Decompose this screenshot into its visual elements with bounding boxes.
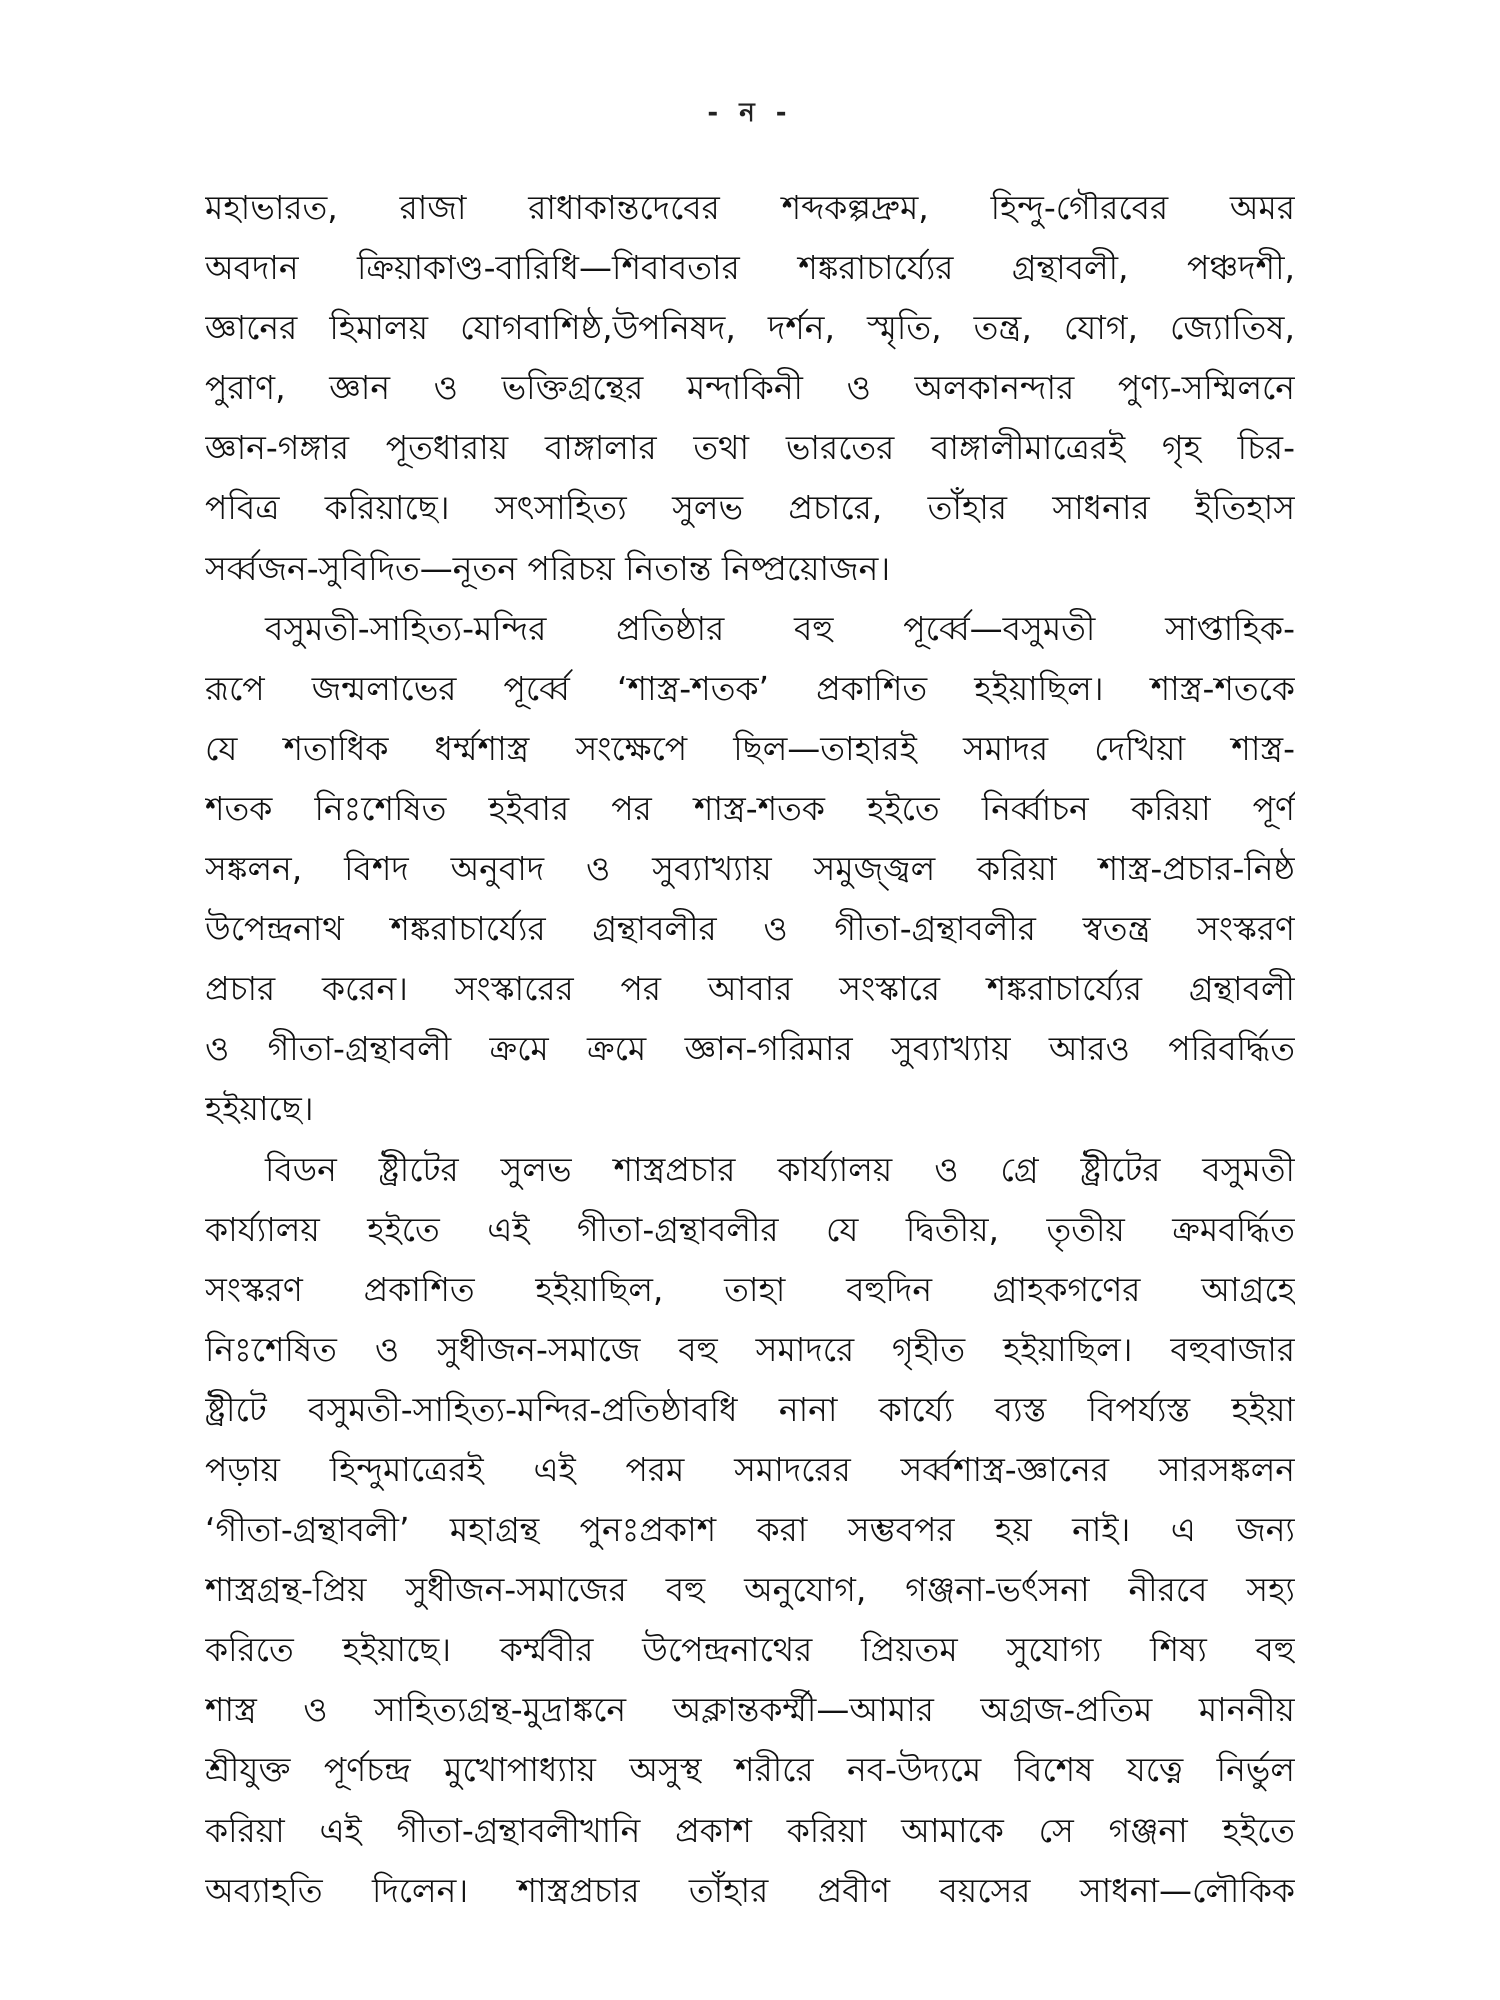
text-line: শতক নিঃশেষিত হইবার পর শাস্ত্র-শতক হইতে নির্ব্বাচন করিয়া পূর্ণ <box>205 788 1295 828</box>
text-line: পুরাণ, জ্ঞান ও ভক্তিগ্রন্থের মন্দাকিনী ও অলকানন্দার পুণ্য-সম্মিলনে <box>205 368 1295 408</box>
text-line: শাস্ত্র ও সাহিত্যগ্রন্থ-মুদ্রাঙ্কনে অক্লান্তকর্ম্মী—আমার অগ্রজ-প্রতিম মাননীয় <box>205 1690 1295 1730</box>
text-line: জ্ঞানের হিমালয় যোগবাশিষ্ঠ,উপনিষদ, দর্শন, স্মৃতি, তন্ত্র, যোগ, জ্যোতিষ, <box>205 308 1295 348</box>
body-text <box>205 178 1295 1921</box>
text-line: করিয়া এই গীতা-গ্রন্থাবলীখানি প্রকাশ করিয়া আমাকে সে গঞ্জনা হইতে <box>205 1810 1295 1850</box>
text-line: উপেন্দ্রনাথ শঙ্করাচার্য্যের গ্রন্থাবলীর ও গীতা-গ্রন্থাবলীর স্বতন্ত্র সংস্করণ <box>205 909 1295 949</box>
text-line: ‘গীতা-গ্রন্থাবলী’ মহাগ্রন্থ পুনঃপ্রকাশ করা সম্ভবপর হয় নাই। এ জন্য <box>205 1510 1295 1550</box>
text-line: বসুমতী-সাহিত্য-মন্দির প্রতিষ্ঠার বহু পূর্ব্বে—বসুমতী সাপ্তাহিক- <box>265 608 1295 648</box>
text-line: অবদান ক্রিয়াকাণ্ড-বারিধি—শিবাবতার শঙ্করাচার্য্যের গ্রন্থাবলী, পঞ্চদশী, <box>205 248 1295 288</box>
text-line: পড়ায় হিন্দুমাত্রেরই এই পরম সমাদরের সর্ব্বশাস্ত্র-জ্ঞানের সারসঙ্কলন <box>205 1449 1295 1489</box>
text-line: মহাভারত, রাজা রাধাকান্তদেবের শব্দকল্পদ্রুম, হিন্দু-গৌরবের অমর <box>205 188 1295 227</box>
text-line: শাস্ত্রগ্রন্থ-প্রিয় সুধীজন-সমাজের বহু অনুযোগ, গঞ্জনা-ভর্ৎসনা নীরবে সহ্য <box>205 1570 1295 1610</box>
text-line: প্রচার করেন। সংস্কারের পর আবার সংস্কারে শঙ্করাচার্য্যের গ্রন্থাবলী <box>205 969 1295 1009</box>
text-line: পবিত্র করিয়াছে। সৎসাহিত্য সুলভ প্রচারে, তাঁহার সাধনার ইতিহাস <box>205 488 1295 528</box>
text-line: ষ্ট্রীটে বসুমতী-সাহিত্য-মন্দির-প্রতিষ্ঠাবধি নানা কার্য্যে ব্যস্ত বিপর্য্যস্ত হইয়া <box>205 1389 1295 1429</box>
text-line: শ্রীযুক্ত পূর্ণচন্দ্র মুখোপাধ্যায় অসুস্থ শরীরে নব-উদ্যমে বিশেষ যত্নে নির্ভুল <box>205 1750 1295 1790</box>
text-line: সঙ্কলন, বিশদ অনুবাদ ও সুব্যাখ্যায় সমুজ্জ্বল করিয়া শাস্ত্র-প্রচার-নিষ্ঠ <box>205 849 1295 889</box>
text-line: হইয়াছে। <box>205 1089 314 1129</box>
text-line: বিডন ষ্ট্রীটের সুলভ শাস্ত্রপ্রচার কার্য্যালয় ও গ্রে ষ্ট্রীটের বসুমতী <box>265 1149 1295 1189</box>
text-line: অব্যাহতি দিলেন। শাস্ত্রপ্রচার তাঁহার প্রবীণ বয়সের সাধনা—লৌকিক <box>205 1870 1295 1910</box>
text-line: জ্ঞান-গঙ্গার পূতধারায় বাঙ্গালার তথা ভারতের বাঙ্গালীমাত্রেরই গৃহ চির- <box>205 428 1295 468</box>
text-line: রূপে জন্মলাভের পূর্ব্বে ‘শাস্ত্র-শতক’ প্রকাশিত হইয়াছিল। শাস্ত্র-শতকে <box>205 668 1295 708</box>
text-line: সংস্করণ প্রকাশিত হইয়াছিল, তাহা বহুদিন গ্রাহকগণের আগ্রহে <box>205 1269 1295 1309</box>
text-line: নিঃশেষিত ও সুধীজন-সমাজে বহু সমাদরে গৃহীত হইয়াছিল। বহুবাজার <box>205 1329 1295 1369</box>
page-number-mark: - ন - <box>707 98 793 128</box>
text-line: যে শতাধিক ধর্ম্মশাস্ত্র সংক্ষেপে ছিল—তাহারই সমাদর দেখিয়া শাস্ত্র- <box>205 728 1295 768</box>
text-line: ও গীতা-গ্রন্থাবলী ক্রমে ক্রমে জ্ঞান-গরিমার সুব্যাখ্যায় আরও পরিবর্দ্ধিত <box>205 1029 1295 1069</box>
text-line: কার্য্যালয় হইতে এই গীতা-গ্রন্থাবলীর যে দ্বিতীয়, তৃতীয় ক্রমবর্দ্ধিত <box>205 1209 1295 1249</box>
text-line: করিতে হইয়াছে। কর্ম্মবীর উপেন্দ্রনাথের প্রিয়তম সুযোগ্য শিষ্য বহু <box>205 1630 1295 1670</box>
text-line: সর্ব্বজন-সুবিদিত—নূতন পরিচয় নিতান্ত নিষ্প্রয়োজন। <box>205 548 891 588</box>
